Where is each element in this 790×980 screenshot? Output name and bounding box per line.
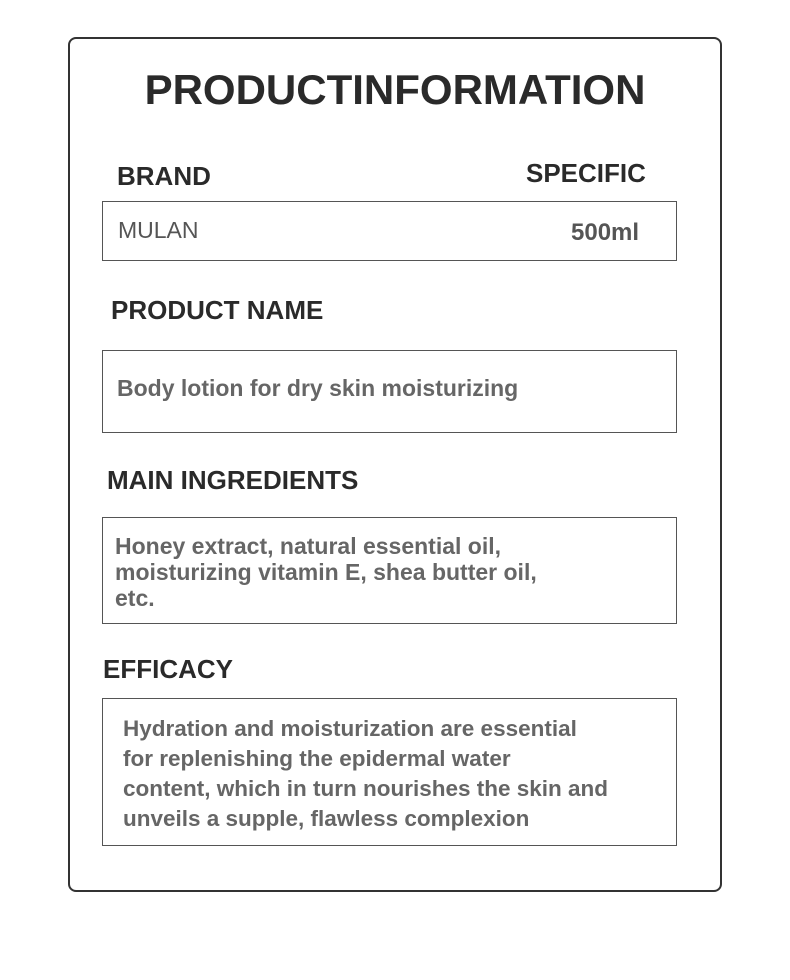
product-name-value: Body lotion for dry skin moisturizing <box>117 375 519 401</box>
efficacy-line: Hydration and moisturization are essential <box>123 716 577 741</box>
page-title: PRODUCTINFORMATION <box>144 66 646 113</box>
main-ingredients-label: MAIN INGREDIENTS <box>107 465 359 495</box>
efficacy-text <box>123 714 608 834</box>
specific-label: SPECIFIC <box>526 158 646 188</box>
efficacy-line: unveils a supple, flawless complexion <box>123 806 530 831</box>
ingredients-line: Honey extract, natural essential oil, <box>115 533 502 559</box>
ingredients-line: etc. <box>115 585 155 611</box>
ingredients-line: moisturizing vitamin E, shea butter oil, <box>115 559 537 585</box>
efficacy-line: for replenishing the epidermal water <box>123 746 511 771</box>
efficacy-label: EFFICACY <box>103 654 233 684</box>
product-name-label: PRODUCT NAME <box>111 295 324 325</box>
brand-value: MULAN <box>118 217 199 243</box>
brand-label: BRAND <box>117 161 211 191</box>
specific-value: 500ml <box>571 219 640 246</box>
efficacy-line: content, which in turn nourishes the skin and <box>123 776 609 801</box>
main-ingredients-text <box>115 533 537 611</box>
